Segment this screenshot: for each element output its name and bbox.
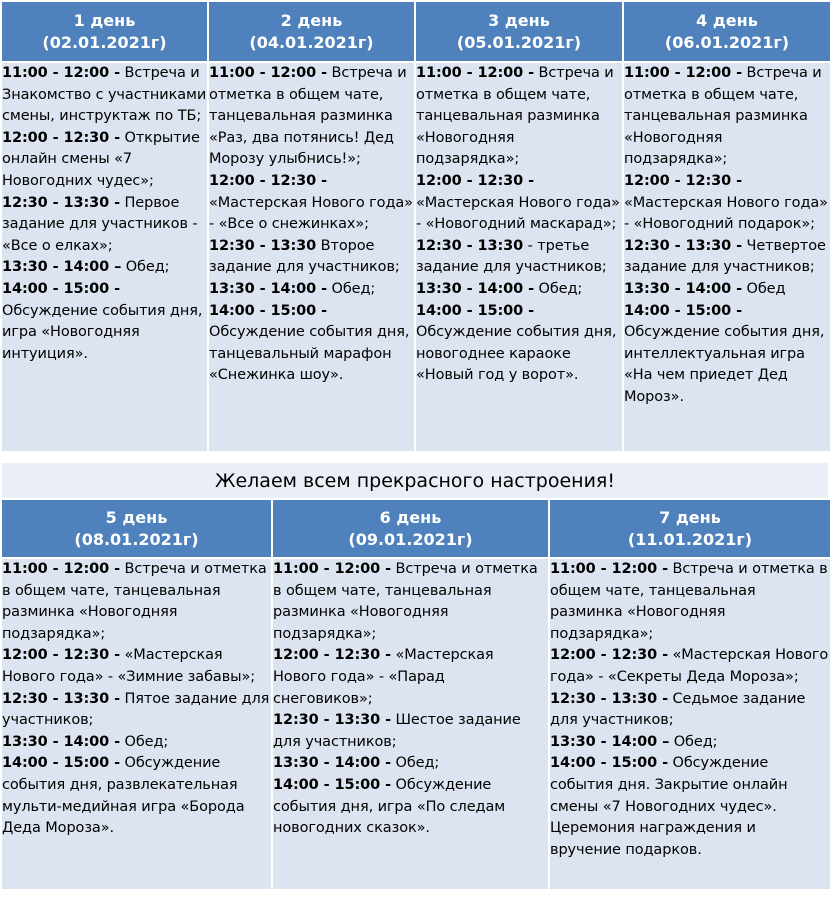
item-time: 12:30 - 13:30 -: [624, 237, 742, 254]
schedule-item: [209, 236, 414, 279]
day-date: (11.01.2021г): [627, 529, 753, 549]
day-label: 3 день: [488, 10, 550, 30]
item-time: 12:30 - 13:30: [416, 237, 524, 254]
item-time: 11:00 - 12:00 -: [2, 561, 120, 577]
item-time: 12:30 - 13:30 -: [550, 690, 668, 707]
content-row: [1, 558, 830, 890]
item-text: - третье задание для участников;: [416, 237, 607, 276]
item-time: 12:00 - 12:30 -: [2, 129, 120, 146]
item-text: Встреча и Знакомство с участниками смены, инструктаж по ТБ;: [2, 65, 207, 125]
item-time: 14:00 - 15:00 -: [273, 776, 391, 793]
greeting-banner: Желаем всем прекрасного настроения!: [0, 463, 830, 499]
schedule-item: [209, 63, 414, 171]
day-schedule-4: [623, 62, 830, 452]
day-label: 4 день: [696, 10, 758, 30]
schedule-item: [273, 753, 548, 775]
schedule-item: [2, 732, 271, 754]
item-time: 12:30 - 13:30 -: [273, 712, 391, 729]
item-time: 13:30 - 14:00 -: [209, 280, 327, 297]
day-date: (02.01.2021г): [42, 32, 167, 52]
schedule-item: [2, 128, 207, 193]
item-time: 13:30 - 14:00 -: [624, 280, 742, 297]
day-schedule-5: [1, 558, 272, 890]
item-time: 12:00 - 12:30 -: [2, 647, 120, 664]
item-text: Обед;: [669, 733, 718, 750]
item-text: «Мастерская Нового года» - «Зимние забавы»;: [2, 647, 256, 685]
item-text: Обсуждение события дня, танцевальный марафон «Снежинка шоу».: [209, 324, 410, 384]
item-time: 11:00 - 12:00 -: [209, 65, 327, 81]
day-header-4: [623, 1, 830, 62]
day-header-5: [1, 499, 272, 558]
item-text: Шестое задание для участников;: [273, 712, 521, 750]
item-time: 11:00 - 12:00 -: [624, 65, 742, 81]
item-time: 13:30 - 14:00 –: [550, 733, 670, 750]
item-time: 13:30 - 14:00 -: [416, 280, 534, 297]
day-header-6: [272, 499, 549, 558]
item-time: 14:00 - 15:00 -: [2, 755, 120, 772]
item-text: «Мастерская Нового года» - «Все о снежинках»;: [209, 194, 413, 233]
item-time: 12:00 - 12:30 -: [550, 647, 668, 664]
item-text: Обед;: [391, 755, 440, 772]
day-schedule-7: [549, 558, 830, 890]
schedule-item: [416, 301, 622, 387]
item-time: 14:00 - 15:00 -: [624, 302, 742, 319]
schedule-item: [416, 171, 622, 236]
day-date: (05.01.2021г): [456, 32, 582, 52]
item-text: Обед;: [534, 280, 583, 297]
day-schedule-1: [1, 62, 208, 452]
item-text: Встреча и отметка в общем чате, танцевальная разминка «Новогодняя подзарядка»;: [2, 561, 267, 642]
schedule-item: [624, 279, 830, 301]
day-header-1: [1, 1, 208, 62]
schedule-item: [2, 63, 207, 128]
schedule-item: [2, 257, 207, 279]
item-text: Обсуждение события дня, интеллектуальная игра «На чем приедет Дед Мороз».: [624, 324, 825, 405]
item-time: 12:30 - 13:30 -: [2, 690, 120, 707]
item-text: Открытие онлайн смены «7 Новогодних чудес»;: [2, 129, 200, 189]
schedule-item: [550, 645, 830, 688]
schedule-item: [624, 63, 830, 171]
day-header-7: [549, 499, 830, 558]
day-label: 7 день: [659, 507, 721, 527]
schedule-item: [273, 645, 548, 710]
item-time: 13:30 - 14:00 –: [2, 259, 122, 276]
item-text: Обсуждение события дня, новогоднее караоке «Новый год у ворот».: [416, 324, 617, 384]
item-time: 14:00 - 15:00 -: [416, 302, 534, 319]
day-label: 5 день: [105, 507, 168, 527]
schedule-item: [2, 689, 271, 732]
schedule-item: [2, 193, 207, 258]
schedule-item: [624, 301, 830, 409]
schedule-item: [550, 732, 830, 754]
schedule-item: [624, 236, 830, 279]
content-row: [1, 62, 830, 452]
item-time: 12:00 - 12:30 -: [416, 172, 534, 189]
item-text: «Мастерская Нового года» - «Парад снеговиков»;: [273, 647, 494, 707]
schedule-item: [2, 279, 207, 365]
schedule-item: [550, 689, 830, 732]
item-time: 12:30 - 13:30 -: [2, 194, 120, 211]
item-text: «Мастерская Нового года» - «Новогодний подарок»;: [624, 194, 828, 233]
item-time: 12:30 - 13:30: [209, 237, 317, 254]
schedule-item: [2, 645, 271, 688]
item-text: Второе задание для участников;: [209, 237, 400, 276]
item-text: Встреча и отметка в общем чате, танцевальная разминка «Новогодняя подзарядка»;: [416, 65, 614, 168]
item-time: 14:00 - 15:00 -: [2, 280, 120, 297]
day-schedule-2: [208, 62, 415, 452]
header-row: [1, 1, 830, 62]
schedule-item: [273, 710, 548, 753]
item-text: Седьмое задание для участников;: [550, 690, 806, 729]
item-text: Обед: [742, 280, 786, 297]
item-time: 11:00 - 12:00 -: [2, 65, 120, 81]
item-text: Встреча и отметка в общем чате, танцевальная разминка «Новогодняя подзарядка»;: [550, 561, 828, 642]
item-time: 14:00 - 15:00 -: [550, 755, 668, 772]
schedule-item: [416, 279, 622, 301]
item-text: Встреча и отметка в общем чате, танцевальная разминка «Раз, два потянись! Дед Морозу улыбнись!»;: [209, 65, 407, 168]
schedule-item: [416, 236, 622, 279]
item-text: Встреча и отметка в общем чате, танцевальная разминка «Новогодняя подзарядка»;: [624, 65, 822, 168]
day-date: (09.01.2021г): [348, 529, 473, 549]
day-label: 1 день: [73, 10, 136, 30]
item-time: 11:00 - 12:00 -: [273, 561, 391, 577]
schedule-item: [550, 753, 830, 861]
item-text: Обсуждение события дня, развлекательная мульти-медийная игра «Борода Деда Мороза».: [2, 755, 245, 837]
day-label: 2 день: [280, 10, 343, 30]
schedule-item: [2, 753, 271, 839]
schedule-item: [209, 301, 414, 387]
day-schedule-6: [272, 558, 549, 890]
day-date: (06.01.2021г): [664, 32, 790, 52]
item-text: Обсуждение события дня, игра «Новогодняя интуиция».: [2, 302, 203, 362]
item-text: «Мастерская Нового года» - «Секреты Деда Мороза»;: [550, 647, 829, 685]
schedule-table-bottom: [0, 498, 830, 891]
item-text: Первое задание для участников - «Все о елках»;: [2, 194, 198, 254]
schedule-item: [273, 775, 548, 840]
schedule-item: [273, 559, 548, 645]
day-schedule-3: [415, 62, 623, 452]
item-text: Пятое задание для участников;: [2, 690, 270, 729]
item-time: 13:30 - 14:00 -: [273, 755, 391, 772]
item-time: 11:00 - 12:00 -: [416, 65, 534, 81]
item-time: 12:00 - 12:30 -: [273, 647, 391, 664]
day-header-2: [208, 1, 415, 62]
schedule-item: [416, 63, 622, 171]
day-date: (08.01.2021г): [74, 529, 199, 549]
day-label: 6 день: [379, 507, 442, 527]
schedule-item: [2, 559, 271, 645]
header-row: [1, 499, 830, 558]
schedule-item: [209, 171, 414, 236]
item-time: 12:00 - 12:30 -: [624, 172, 742, 189]
item-text: Встреча и отметка в общем чате, танцевальная разминка «Новогодняя подзарядка»;: [273, 561, 538, 642]
schedule-item: [624, 171, 830, 236]
item-time: 12:00 - 12:30 -: [209, 172, 327, 189]
item-text: Обед;: [120, 733, 169, 750]
item-time: 13:30 - 14:00 -: [2, 733, 120, 750]
day-date: (04.01.2021г): [249, 32, 374, 52]
schedule-item: [550, 559, 830, 645]
item-time: 14:00 - 15:00 -: [209, 302, 327, 319]
day-header-3: [415, 1, 623, 62]
item-text: Обед;: [327, 280, 376, 297]
item-text: Четвертое задание для участников;: [624, 237, 826, 276]
item-text: Обед;: [121, 259, 170, 276]
item-text: Обсуждение события дня. Закрытие онлайн смены «7 Новогодних чудес». Церемония награждения и вручение подарков.: [550, 755, 788, 858]
schedule-item: [209, 279, 414, 301]
item-text: «Мастерская Нового года» - «Новогодний маскарад»;: [416, 194, 620, 233]
item-time: 11:00 - 12:00 -: [550, 561, 668, 577]
item-text: Обсуждение события дня, игра «По следам новогодних сказок».: [273, 776, 506, 837]
